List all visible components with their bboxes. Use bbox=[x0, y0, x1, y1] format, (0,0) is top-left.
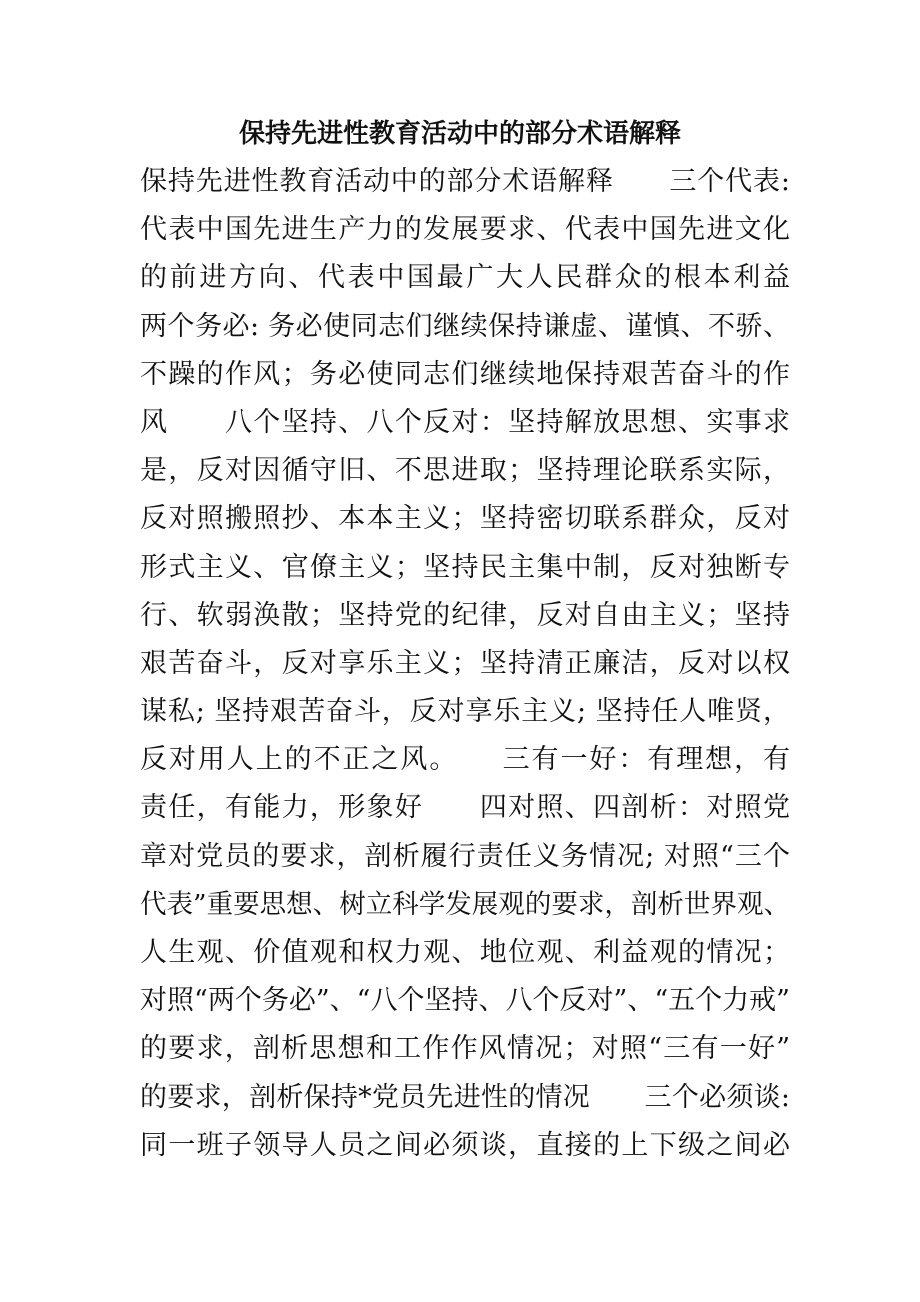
document-title: 保持先进性教育活动中的部分术语解释 bbox=[238, 119, 681, 149]
body-line: 保持先进性教育活动中的部分术语解释 三个代表: bbox=[140, 166, 790, 197]
body-line: 两个务必: 务必使同志们继续保持谦虚、谨慎、不骄、 bbox=[140, 310, 790, 342]
body-line: 艰苦奋斗，反对享乐主义；坚持清正廉洁，反对以权 bbox=[140, 647, 790, 679]
body-line: 代表”重要思想、树立科学发展观的要求，剖析世界观、 bbox=[140, 888, 790, 920]
body-line: 对照“两个务必”、“八个坚持、八个反对”、“五个力戒” bbox=[140, 985, 790, 1017]
body-line: 行、软弱涣散；坚持党的纪律，反对自由主义；坚持 bbox=[140, 599, 790, 631]
body-line: 不躁的作风；务必使同志们继续地保持艰苦奋斗的作 bbox=[140, 358, 790, 390]
body-line: 反对照搬照抄、本本主义；坚持密切联系群众，反对 bbox=[140, 503, 790, 535]
body-line: 的要求，剖析思想和工作作风情况；对照“三有一好” bbox=[140, 1033, 790, 1065]
body-line: 风 八个坚持、八个反对：坚持解放思想、实事求 bbox=[140, 406, 790, 438]
body-line: 形式主义、官僚主义；坚持民主集中制，反对独断专 bbox=[140, 551, 790, 583]
body-line: 责任，有能力，形象好 四对照、四剖析：对照党 bbox=[140, 792, 790, 824]
body-line: 同一班子领导人员之间必须谈，直接的上下级之间必 bbox=[140, 1129, 790, 1161]
document-body bbox=[140, 158, 790, 1170]
body-line: 反对用人上的不正之风。 三有一好：有理想，有 bbox=[140, 744, 790, 776]
body-line: 的要求，剖析保持*党员先进性的情况 三个必须谈: bbox=[140, 1081, 790, 1113]
body-line: 是，反对因循守旧、不思进取；坚持理论联系实际， bbox=[140, 455, 790, 487]
body-line: 章对党员的要求，剖析履行责任义务情况; 对照“三个 bbox=[140, 840, 790, 872]
body-line: 代表中国先进生产力的发展要求、代表中国先进文化 bbox=[140, 214, 790, 246]
body-line: 的前进方向、代表中国最广大人民群众的根本利益 bbox=[140, 262, 790, 294]
body-line: 谋私; 坚持艰苦奋斗，反对享乐主义; 坚持任人唯贤， bbox=[140, 696, 790, 728]
body-line: 人生观、价值观和权力观、地位观、利益观的情况； bbox=[140, 937, 790, 968]
